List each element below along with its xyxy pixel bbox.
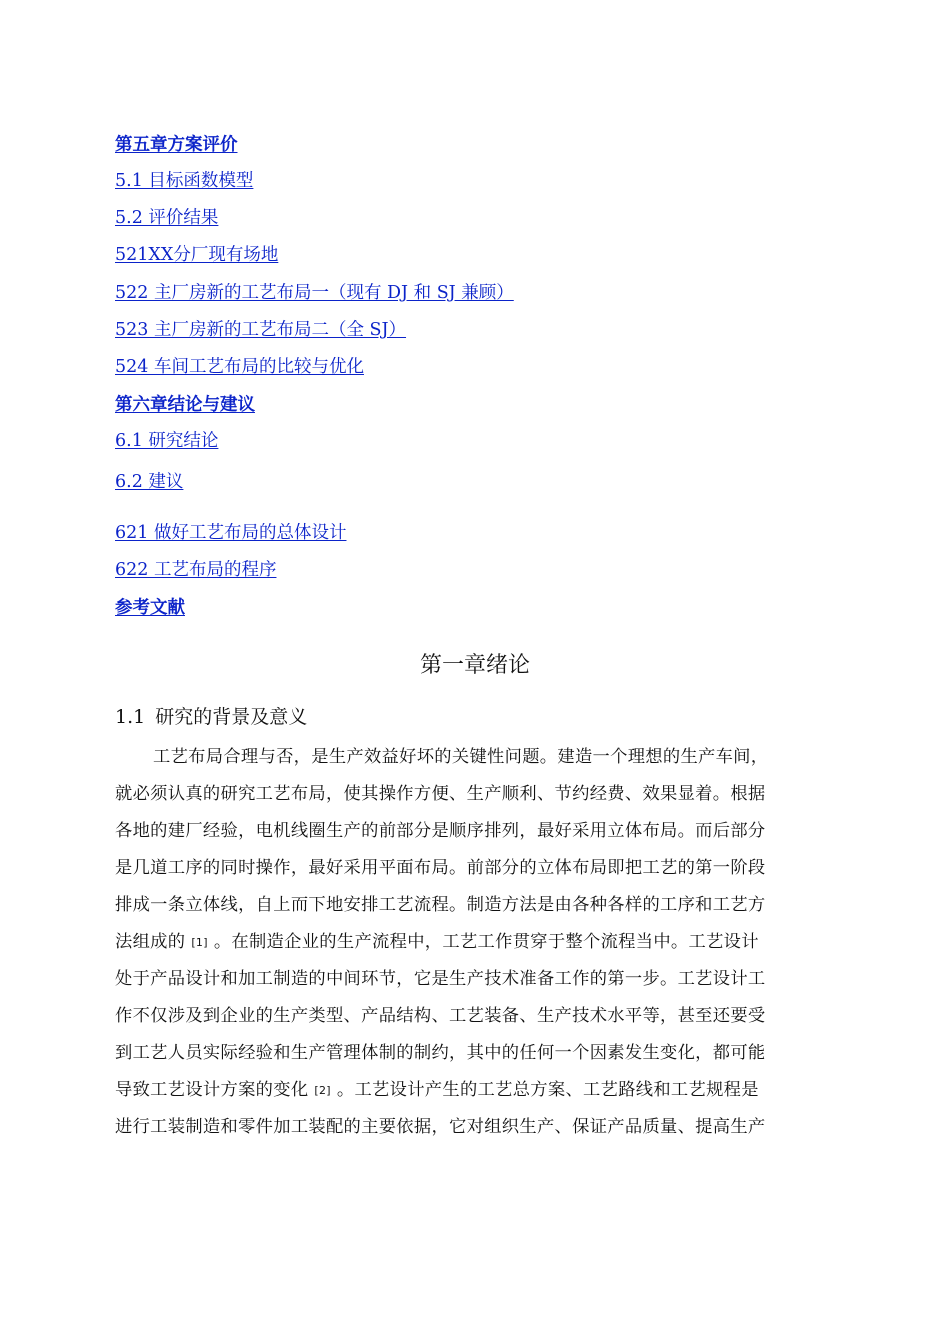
body-line bbox=[115, 779, 766, 809]
body-text-run: 到工艺人员实际经验和生产管理体制的制约，其中的任何一个因素发生变化，都可能 bbox=[115, 1043, 766, 1063]
body-text-run: 处于产品设计和加工制造的中间环节，它是生产技术准备工作的第一步。工艺设计工 bbox=[115, 969, 766, 989]
body-text-run: 工艺布局合理与否，是生产效益好坏的关键性问题。建造一个理想的生产车间， bbox=[153, 747, 769, 767]
citation-ref: [1] bbox=[191, 936, 208, 949]
body-text-run: 排成一条立体线，自上而下地安排工艺流程。制造方法是由各种各样的工序和工艺方 bbox=[115, 895, 766, 915]
body-text-run: 导致工艺设计方案的变化 bbox=[115, 1080, 309, 1100]
body-text-run: 各地的建厂经验，电机线圈生产的前部分是顺序排列，最好采用立体布局。而后部分 bbox=[115, 821, 766, 841]
body-line bbox=[115, 1075, 759, 1105]
body-text-run: 是几道工序的同时操作，最好采用平面布局。前部分的立体布局即把工艺的第一阶段 bbox=[115, 858, 766, 878]
toc-link[interactable]: 523 主厂房新的工艺布局二（全 SJ） bbox=[115, 320, 407, 340]
citation-ref: [2] bbox=[314, 1084, 331, 1097]
body-line bbox=[115, 853, 766, 883]
body-text-run: 。工艺设计产生的工艺总方案、工艺路线和工艺规程是 bbox=[336, 1080, 759, 1100]
toc-link[interactable]: 参考文献 bbox=[115, 597, 185, 617]
section-title: 研究的背景及意义 bbox=[155, 706, 308, 728]
body-text-run: 。在制造企业的生产流程中，工艺工作贯穿于整个流程当中。工艺设计 bbox=[213, 932, 759, 952]
toc-link[interactable]: 第五章方案评价 bbox=[115, 134, 238, 154]
body-text-run: 进行工装制造和零件加工装配的主要依据，它对组织生产、保证产品质量、提高生产 bbox=[115, 1117, 766, 1137]
toc-link[interactable]: 第六章结论与建议 bbox=[115, 394, 255, 414]
toc-link[interactable]: 622 工艺布局的程序 bbox=[115, 560, 277, 580]
body-line bbox=[115, 1112, 766, 1142]
body-line bbox=[115, 1001, 766, 1031]
section-number: 1.1 bbox=[115, 706, 146, 728]
toc-link[interactable]: 6.1 研究结论 bbox=[115, 431, 219, 451]
toc-link[interactable]: 5.2 评价结果 bbox=[115, 208, 219, 228]
toc-link[interactable]: 5.1 目标函数模型 bbox=[115, 171, 254, 191]
section-heading bbox=[115, 704, 307, 730]
toc-link[interactable]: 524 车间工艺布局的比较与优化 bbox=[115, 357, 364, 377]
body-line bbox=[115, 1038, 766, 1068]
body-line bbox=[115, 890, 766, 920]
body-text-run: 就必须认真的研究工艺布局，使其操作方便、生产顺利、节约经费、效果显着。根据 bbox=[115, 784, 766, 804]
toc-link[interactable]: 6.2 建议 bbox=[115, 472, 184, 492]
body-text-run: 法组成的 bbox=[115, 932, 186, 952]
body-line bbox=[115, 816, 766, 846]
body-line bbox=[115, 964, 766, 994]
chapter-title: 第一章绪论 bbox=[419, 653, 530, 678]
toc-link[interactable]: 521XX分厂现有场地 bbox=[115, 245, 279, 265]
body-line bbox=[115, 927, 759, 957]
toc-link[interactable]: 621 做好工艺布局的总体设计 bbox=[115, 523, 347, 543]
body-text-run: 作不仅涉及到企业的生产类型、产品结构、工艺装备、生产技术水平等，甚至还要受 bbox=[115, 1006, 766, 1026]
toc-link[interactable]: 522 主厂房新的工艺布局一（现有 DJ 和 SJ 兼顾） bbox=[115, 283, 514, 303]
body-line bbox=[153, 742, 768, 772]
